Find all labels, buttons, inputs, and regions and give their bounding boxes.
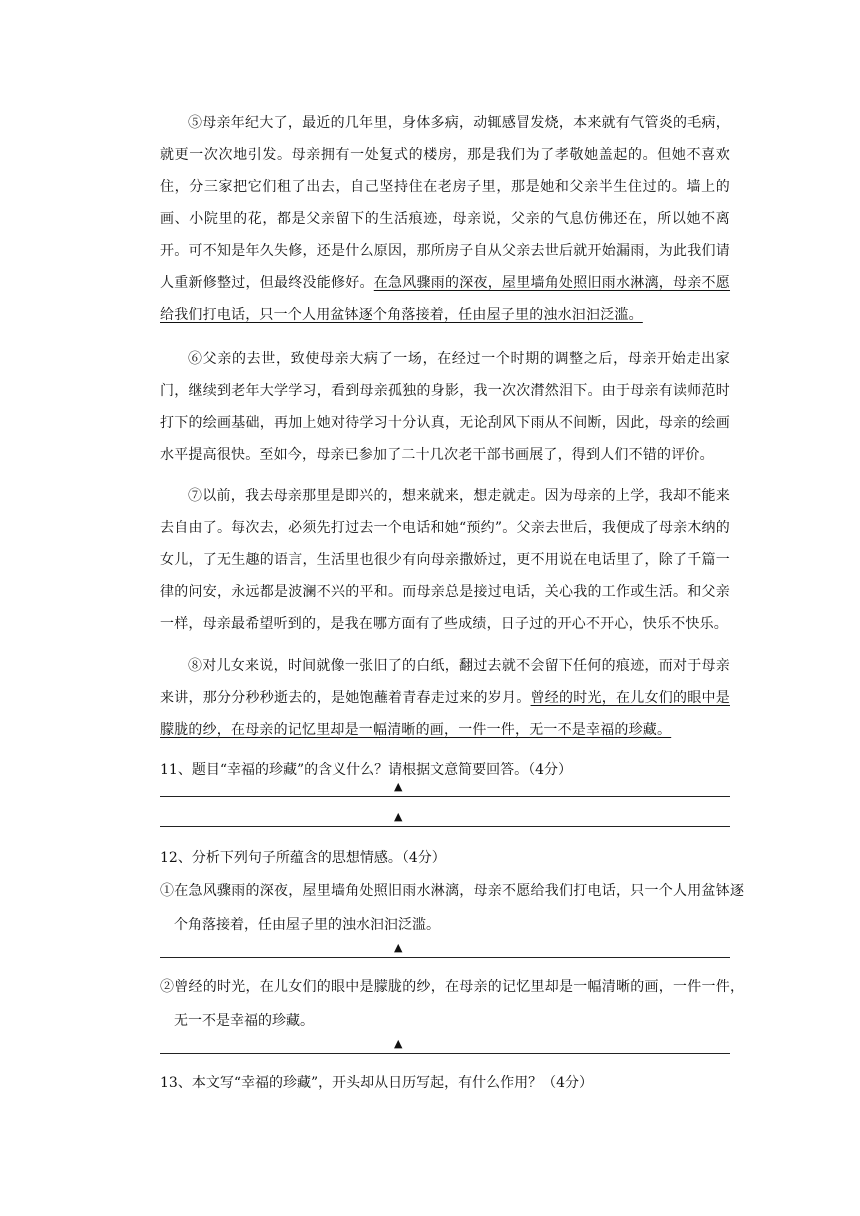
answer-line-11-2[interactable] xyxy=(160,812,730,827)
paragraph-8-underlined: 曾经的时光，在儿女们的眼中是朦胧的纱，在母亲的记忆里却是一幅清晰的画，一件一件，无一不是幸福的珍藏。 xyxy=(160,690,730,738)
answer-marker: ▲ xyxy=(394,810,403,823)
question-11: 11、题目“幸福的珍藏”的含义什么？请根据文意简要回答。（4分） xyxy=(160,762,573,778)
paragraph-7 xyxy=(160,480,730,640)
answer-marker: ▲ xyxy=(394,941,403,954)
answer-line-12-1[interactable] xyxy=(160,943,730,958)
question-13: 13、本文写“幸福的珍藏”，开头却从日历写起，有什么作用？（4分） xyxy=(160,1075,594,1091)
paragraph-5-text: ⑤母亲年纪大了，最近的几年里，身体多病，动辄感冒发烧，本来就有气管炎的毛病，就更一次次地引发。母亲拥有一处复式的楼房，那是我们为了孝敬她盖起的。但她不喜欢住，分三家把它们租了出去，自己坚持住在老房子里，那是她和父亲半生住过的。墙上的画、小院里的花，都是父亲留下的生活痕迹，母亲说，父亲的气息仿佛还在，所以她不离开。可不知是年久失修，还是什么原因，那所房子自从父亲去世后就开始漏雨，为此我们请人重新修整过，但最终没能修好。 xyxy=(160,115,730,291)
paragraph-6 xyxy=(160,343,730,471)
answer-line-11-1[interactable] xyxy=(160,782,730,797)
answer-marker: ▲ xyxy=(394,780,403,793)
paragraph-8-text: ⑧对儿女来说，时间就像一张旧了的白纸，翻过去就不会留下任何的痕迹，而对于母亲来讲，那分分秒秒逝去的，是她饱蘸着青春走过来的岁月。 xyxy=(160,658,730,706)
answer-line-12-2[interactable] xyxy=(160,1039,730,1054)
answer-marker: ▲ xyxy=(394,1037,403,1050)
question-12-item-1: ①在急风骤雨的深夜，屋里墙角处照旧雨水淋漓，母亲不愿给我们打电话，只一个人用盆钵逐个角落接着，任由屋子里的浊水汩汩泛滥。 xyxy=(160,883,744,933)
paragraph-7-text: ⑦以前，我去母亲那里是即兴的，想来就来，想走就走。因为母亲的上学，我却不能来去自由了。每次去，必须先打过去一个电话和她“预约”。父亲去世后，我便成了母亲木纳的女儿，了无生趣的语言，生活里也很少有向母亲撒娇过，更不用说在电话里了，除了千篇一律的问安，永远都是波澜不兴的平和。而母亲总是接过电话，关心我的工作或生活。和父亲一样，母亲最希望听到的，是我在哪方面有了些成绩，日子过的开心不开心，快乐不快乐。 xyxy=(160,488,730,632)
paragraph-8 xyxy=(160,650,730,746)
question-12-item-2: ②曾经的时光，在儿女们的眼中是朦胧的纱，在母亲的记忆里却是一幅清晰的画，一件一件，无一不是幸福的珍藏。 xyxy=(160,979,744,1029)
question-12: 12、分析下列句子所蕴含的思想情感。（4分） xyxy=(160,850,446,866)
paragraph-6-text: ⑥父亲的去世，致使母亲大病了一场，在经过一个时期的调整之后，母亲开始走出家门，继续到老年大学学习，看到母亲孤独的身影，我一次次潸然泪下。由于母亲有读师范时打下的绘画基础，再加上她对待学习十分认真，无论刮风下雨从不间断，因此，母亲的绘画水平提高很快。至如今，母亲已参加了二十几次老干部书画展了，得到人们不错的评价。 xyxy=(160,351,730,463)
paragraph-5-underlined: 在急风骤雨的深夜，屋里墙角处照旧雨水淋漓，母亲不愿给我们打电话，只一个人用盆钵逐个角落接着，任由屋子里的浊水汩汩泛滥。 xyxy=(160,275,731,323)
paragraph-5 xyxy=(160,107,730,331)
